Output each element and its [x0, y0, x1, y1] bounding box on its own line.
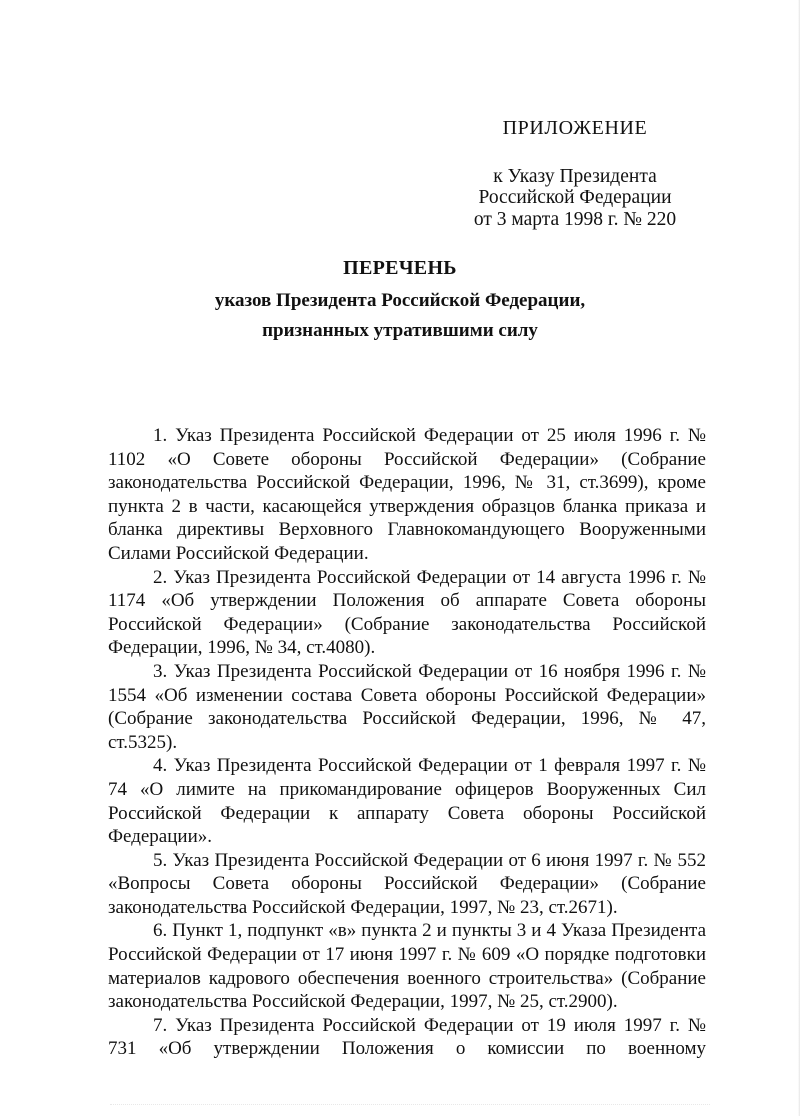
appendix-country: Российской Федерации: [478, 187, 672, 208]
decree-item-3: 3. Указ Президента Российской Федерации от 16 ноября 1996 г. № 1554 «Об изменении состава Совета обороны Российской Федерации» (Собрание законодательства Российской Федерации, 1996, № 47, ст.5325).: [108, 660, 706, 753]
appendix-decree-ref: к Указу Президента: [493, 165, 657, 187]
appendix-title: ПРИЛОЖЕНИЕ: [502, 117, 648, 139]
decree-item-4: 4. Указ Президента Российской Федерации от 1 февраля 1997 г. № 74 «О лимите на прикомандирование офицеров Вооруженных Сил Российской Федерации к аппарату Совета обороны Российской Федерации».: [108, 755, 706, 848]
scan-bottom-specks: [110, 1104, 710, 1108]
appendix-header: [455, 118, 695, 230]
decree-item-2: 2. Указ Президента Российской Федерации от 14 августа 1996 г. № 1174 «Об утверждении Положения об аппарате Совета обороны Российской Федерации» (Собрание законодательства Российской Федерации, 1996, № 34, ст.4080).: [108, 566, 706, 659]
list-subtitle-line-1: указов Президента Российской Федерации,: [214, 290, 586, 311]
appendix-date-number: от 3 марта 1998 г. № 220: [473, 208, 677, 230]
decree-item-5: 5. Указ Президента Российской Федерации от 6 июня 1997 г. № 552 «Вопросы Совета обороны Российской Федерации» (Собрание законодательства Российской Федерации, 1997, № 23, ст.2671).: [108, 849, 706, 918]
list-title: ПЕРЕЧЕНЬ: [343, 257, 457, 279]
decree-item-6: 6. Пункт 1, подпункт «в» пункта 2 и пункты 3 и 4 Указа Президента Российской Федерации от 17 июня 1997 г. № 609 «О порядке подготовки материалов кадрового обеспечения военного строительства» (Собрание законодательства Российской Федерации, 1997, № 25, ст.2900).: [108, 920, 706, 1013]
decree-item-1: 1. Указ Президента Российской Федерации от 25 июля 1996 г. № 1102 «О Совете обороны Российской Федерации» (Собрание законодательства Российской Федерации, 1996, № 31, ст.3699), кроме пункта 2 в части, касающейся утверждения образцов бланка приказа и бланка директивы Верховного Главнокомандующего Вооруженными Силами Российской Федерации.: [108, 425, 706, 564]
list-heading: [100, 256, 700, 346]
decree-item-7: 7. Указ Президента Российской Федерации от 19 июля 1997 г. № 731 «Об утверждении Положения о комиссии по военному: [108, 1014, 706, 1060]
list-subtitle-line-2: признанных утратившими силу: [262, 320, 538, 341]
decree-list: [108, 424, 706, 1061]
